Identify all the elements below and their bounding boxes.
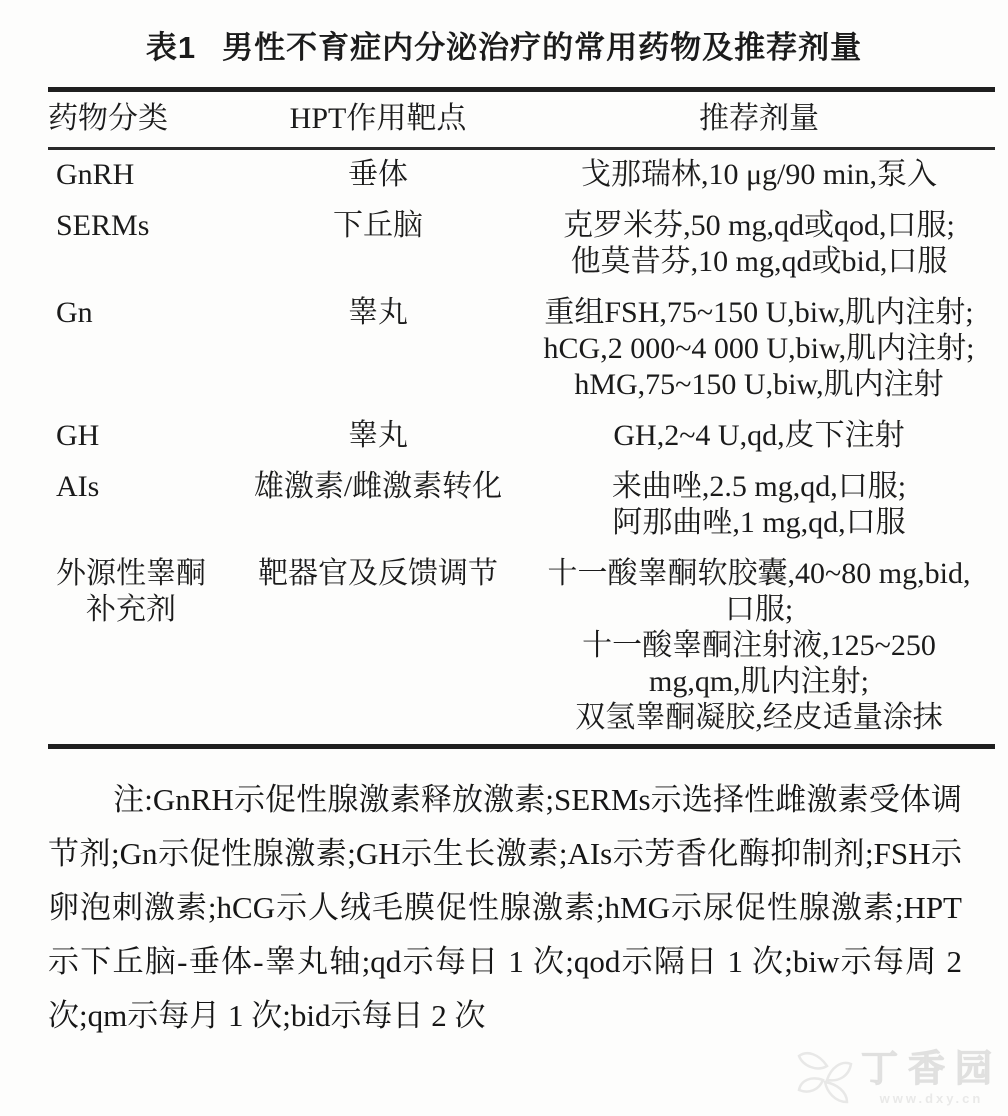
dosage-entry: 双氢睾酮凝胶,经皮适量涂抹 [575,701,943,734]
dosage-cell [523,411,995,462]
column-header-dosage: 推荐剂量 [523,90,995,149]
column-header-category: 药物分类 [48,90,233,149]
dxy-watermark-name: 丁香园 [861,1047,1002,1089]
target-cell: 雄激素/雌激素转化 [253,470,503,503]
dxy-watermark-text [861,1049,1002,1106]
dosage-entry: GH,2~4 U,qd,皮下注射 [613,419,905,452]
target-cell: 睾丸 [348,419,408,452]
dxy-watermark [797,1046,1002,1108]
dosage-cell [523,201,995,288]
target-cell: 下丘脑 [333,209,423,242]
dosage-entry: hMG,75~150 U,biw,肌内注射 [574,368,944,401]
table-row [48,462,995,549]
table-caption-label: 表1 [145,30,197,65]
category-line: AIs [56,470,100,503]
table-notes: 注:GnRH示促性腺激素释放激素;SERMs示选择性雌激素受体调节剂;Gn示促性腺激素;GH示生长激素;AIs示芳香化酶抑制剂;FSH示卵泡刺激素;hCG示人绒毛膜促性腺激素;hMG示尿促性腺激素;HPT示下丘脑-垂体-睾丸轴;qd示每日 1 次;qod示隔日 1 次;biw示每周 2 次;qm示每月 1 次;bid示每日 2 次 [48,782,962,1033]
dosage-entry: 来曲唑,2.5 mg,qd,口服; [611,470,907,503]
category-line: Gn [56,296,93,329]
category-line: 外源性睾酮 [56,557,206,590]
category-cell [48,549,233,747]
category-cell [48,201,233,288]
category-cell [48,411,233,462]
dosage-entry: 十一酸睾酮软胶囊,40~80 mg,bid,口服; [547,557,971,626]
dosage-cell [523,462,995,549]
table-row [48,288,995,411]
category-cell [48,288,233,411]
table-caption [0,0,1008,67]
table-row [48,549,995,747]
dosage-entry: 十一酸睾酮注射液,125~250 mg,qm,肌内注射; [582,629,936,698]
dosage-entry: 重组FSH,75~150 U,biw,肌内注射; [544,296,974,329]
table-caption-text: 男性不育症内分泌治疗的常用药物及推荐剂量 [222,30,863,65]
category-line: 补充剂 [86,593,176,626]
table-row [48,149,995,202]
dxy-watermark-url: www.dxy.cn [879,1090,984,1106]
dosage-entry: 戈那瑞林,10 μg/90 min,泵入 [580,158,938,191]
category-cell [48,462,233,549]
dosage-cell [523,149,995,202]
category-line: SERMs [56,209,150,242]
table-header-row [48,90,995,149]
table-row [48,201,995,288]
target-cell: 睾丸 [348,296,408,329]
dosage-entry: 克罗米芬,50 mg,qd或qod,口服; [563,209,955,242]
dosage-entry: hCG,2 000~4 000 U,biw,肌内注射; [543,332,975,365]
column-header-target: HPT作用靶点 [233,90,523,149]
dosage-cell [523,549,995,747]
category-line: GH [56,419,100,452]
target-cell: 靶器官及反馈调节 [258,557,498,590]
dxy-flower-icon [797,1046,855,1108]
dosage-entry: 他莫昔芬,10 mg,qd或bid,口服 [570,245,948,278]
category-cell [48,149,233,202]
table-row [48,411,995,462]
dosage-cell [523,288,995,411]
target-cell: 垂体 [348,158,408,191]
drug-dosage-table [48,87,995,749]
table-header [48,90,995,149]
category-line: GnRH [56,158,135,191]
table-body [48,149,995,747]
dosage-entry: 阿那曲唑,1 mg,qd,口服 [612,506,906,539]
